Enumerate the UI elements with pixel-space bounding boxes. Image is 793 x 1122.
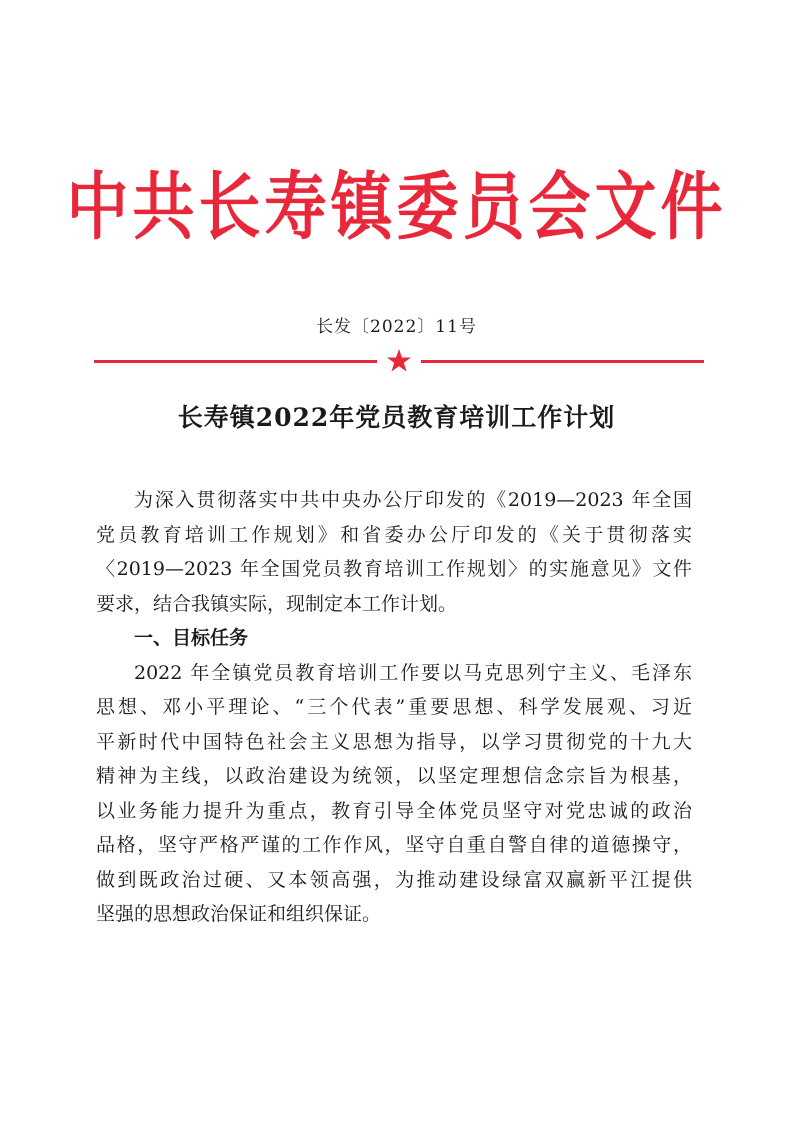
document-title: 长寿镇2022年党员教育培训工作计划 <box>177 403 616 432</box>
section-line: 2022 年全镇党员教育培训工作要以马克思列宁主义、毛泽东 <box>134 661 692 684</box>
intro-line: 要求，结合我镇实际，现制定本工作计划。 <box>96 592 458 615</box>
red-star-icon <box>386 348 412 374</box>
section-line: 精神为主线，以政治建设为统领，以坚定理想信念宗旨为根基， <box>96 765 692 787</box>
section-line: 思想、邓小平理论、“三个代表”重要思想、科学发展观、习近 <box>96 696 692 718</box>
header-divider <box>94 350 704 374</box>
intro-line: 为深入贯彻落实中共中央办公厅印发的《2019—2023 年全国 <box>134 489 692 511</box>
divider-line-right <box>421 360 704 363</box>
section-line: 坚强的思想政治保证和组织保证。 <box>96 903 382 925</box>
section-line: 做到既政治过硬、又本领高强，为推动建设绿富双赢新平江提供 <box>96 868 692 891</box>
section-line: 平新时代中国特色社会主义思想为指导，以学习贯彻党的十九大 <box>96 730 692 753</box>
section-heading: 一、目标任务 <box>134 627 249 649</box>
intro-line: 〈2019—2023 年全国党员教育培训工作规划〉的实施意见》文件 <box>96 558 692 580</box>
section-line: 以业务能力提升为重点，教育引导全体党员坚守对党忠诚的政治 <box>96 799 692 822</box>
section-line: 品格，坚守严格严谨的工作作风，坚守自重自警自律的道德操守， <box>96 834 692 856</box>
document-header-title: 中共长寿镇委员会文件 <box>66 163 727 250</box>
document-body <box>96 483 692 932</box>
divider-line-left <box>94 360 377 363</box>
intro-line: 党员教育培训工作规划》和省委办公厅印发的《关于贯彻落实 <box>96 523 692 546</box>
document-number: 长发〔2022〕11号 <box>316 317 477 337</box>
